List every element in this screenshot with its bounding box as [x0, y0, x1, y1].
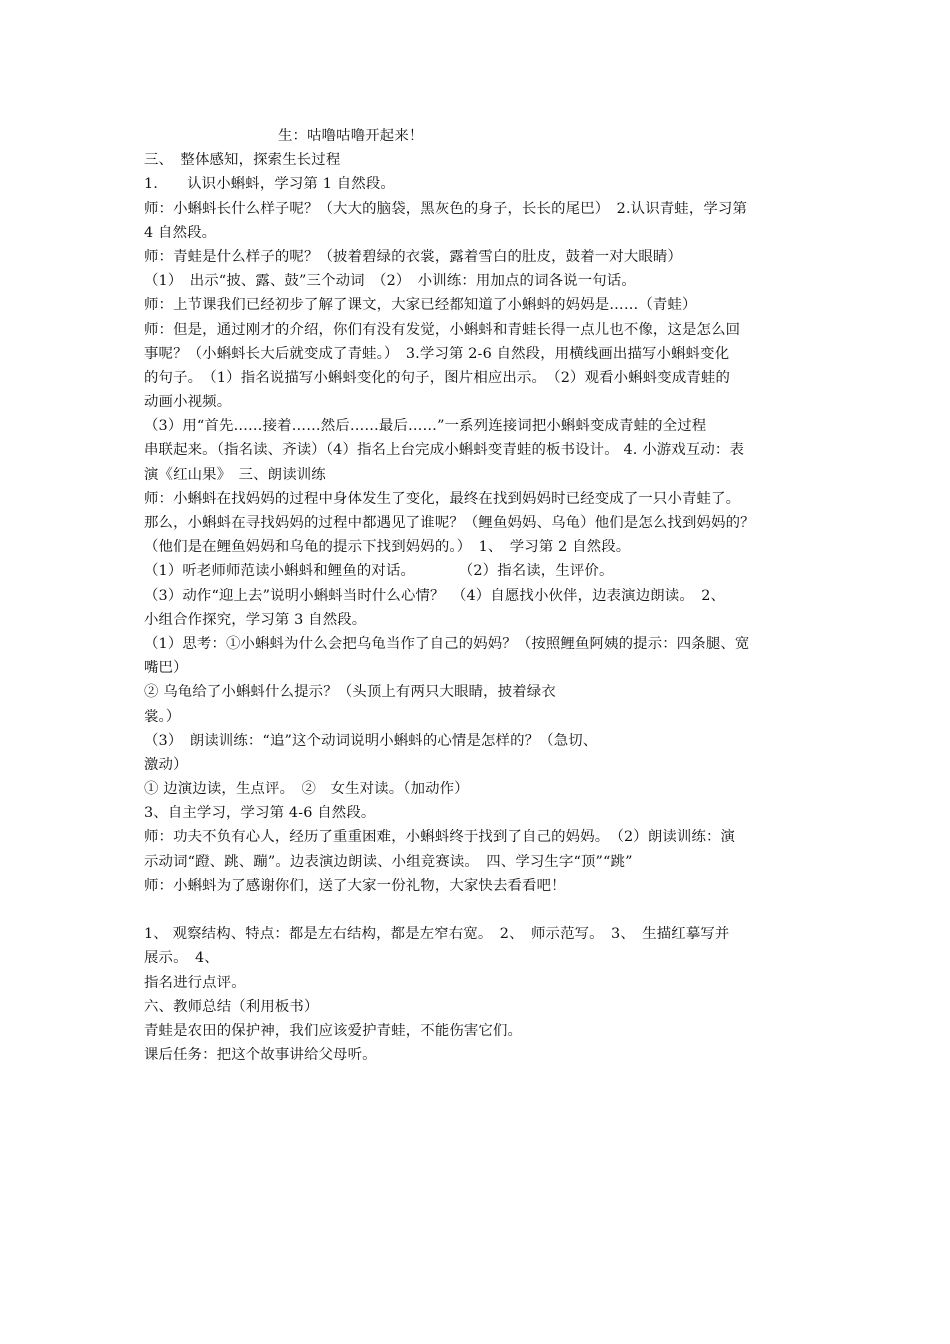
text-line: 师：功夫不负有心人，经历了重重困难，小蝌蚪终于找到了自己的妈妈。 （2）朗读训练：演: [144, 829, 736, 846]
text-line: 生：咕噜咕噜开起来！: [278, 128, 424, 144]
text-line: 1. 认识小蝌蚪，学习第 1 自然段。: [144, 176, 395, 193]
text-line: 1、 观察结构、特点：都是左右结构，都是左窄右宽。 2、 师示范写。 3、 生描红摹写并: [144, 926, 730, 943]
text-line: ② 乌龟给了小蝌蚪什么提示？（头顶上有两只大眼睛，披着绿衣: [144, 684, 556, 701]
text-line: （3）动作“迎上去”说明小蝌蚪当时什么心情？ （4）自愿找小伙伴，边表演边朗读。 2、: [144, 587, 726, 604]
text-line: 青蛙是农田的保护神，我们应该爱护青蛙，不能伤害它们。: [144, 1022, 523, 1039]
text-line: 小组合作探究，学习第 3 自然段。: [144, 611, 367, 628]
text-line: （1）思考：①小蝌蚪为什么会把乌龟当作了自己的妈妈？（按照鲤鱼阿姨的提示：四条腿、宽: [144, 635, 750, 652]
text-line: （1） 出示“披、露、鼓”三个动词 （2） 小训练：用加点的词各说一句话。: [144, 273, 636, 290]
text-line: （3）用“首先……接着……然后……最后……”一系列连接词把小蝌蚪变成青蛙的全过程: [144, 418, 707, 435]
text-line: 激动）: [144, 756, 188, 773]
text-line: （他们是在鲤鱼妈妈和乌龟的提示下找到妈妈的。） 1、 学习第 2 自然段。: [144, 539, 631, 556]
text-line: 串联起来。（指名读、齐读）（4）指名上台完成小蝌蚪变青蛙的板书设计。 4. 小游戏互动：表: [144, 442, 745, 459]
text-line: 4 自然段。: [144, 224, 217, 241]
text-line: 师：小蝌蚪为了感谢你们，送了大家一份礼物，大家快去看看吧！: [144, 877, 566, 894]
text-line: 嘴巴）: [144, 660, 188, 677]
section-heading: 三、 整体感知，探索生长过程: [144, 152, 341, 169]
section-heading: 六、教师总结（利用板书）: [144, 998, 319, 1015]
text-line: （1）听老师师范读小蝌蚪和鲤鱼的对话。 （2）指名读，生评价。: [144, 563, 614, 580]
text-line: 动画小视频。: [144, 394, 232, 411]
text-line: 师：小蝌蚪长什么样子呢？（大大的脑袋，黑灰色的身子，长长的尾巴） 2.认识青蛙，学习第: [144, 200, 747, 217]
blank-line: [144, 898, 812, 922]
text-line: 师：小蝌蚪在找妈妈的过程中身体发生了变化，最终在找到妈妈时已经变成了一只小青蛙了。: [144, 490, 741, 507]
document-body: [144, 124, 812, 1067]
text-line: 裳。）: [144, 708, 181, 725]
text-line: 课后任务：把这个故事讲给父母听。: [144, 1047, 377, 1064]
text-line: 演《红山果》 三、朗读训练: [144, 466, 326, 483]
text-line: 展示。 4、: [144, 950, 219, 967]
text-line: 指名进行点评。: [144, 974, 246, 991]
text-line: 师：上节课我们已经初步了解了课文，大家已经都知道了小蝌蚪的妈妈是……（青蛙）: [144, 297, 697, 314]
text-line: 3、自主学习，学习第 4-6 自然段。: [144, 805, 376, 822]
text-line: 师：但是，通过刚才的介绍，你们有没有发觉，小蝌蚪和青蛙长得一点儿也不像，这是怎么回: [144, 321, 741, 338]
text-line: ① 边演边读，生点评。 ② 女生对读。（加动作）: [144, 781, 469, 798]
text-line: （3） 朗读训练：“追”这个动词说明小蝌蚪的心情是怎样的？（急切、: [144, 732, 598, 749]
text-line: 那么，小蝌蚪在寻找妈妈的过程中都遇见了谁呢？（鲤鱼妈妈、乌龟）他们是怎么找到妈妈的？: [144, 515, 755, 531]
text-line: 示动词“蹬、跳、蹦”。边表演边朗读、小组竞赛读。 四、学习生字“顶”“跳”: [144, 853, 633, 870]
text-line: 师：青蛙是什么样子的呢？（披着碧绿的衣裳，露着雪白的肚皮，鼓着一对大眼睛）: [144, 248, 683, 265]
text-line: 事呢？（小蝌蚪长大后就变成了青蛙。） 3.学习第 2-6 自然段，用横线画出描写小蝌蚪变化: [144, 345, 730, 362]
text-line: 的句子。 （1）指名说描写小蝌蚪变化的句子，图片相应出示。 （2）观看小蝌蚪变成青蛙的: [144, 369, 730, 386]
